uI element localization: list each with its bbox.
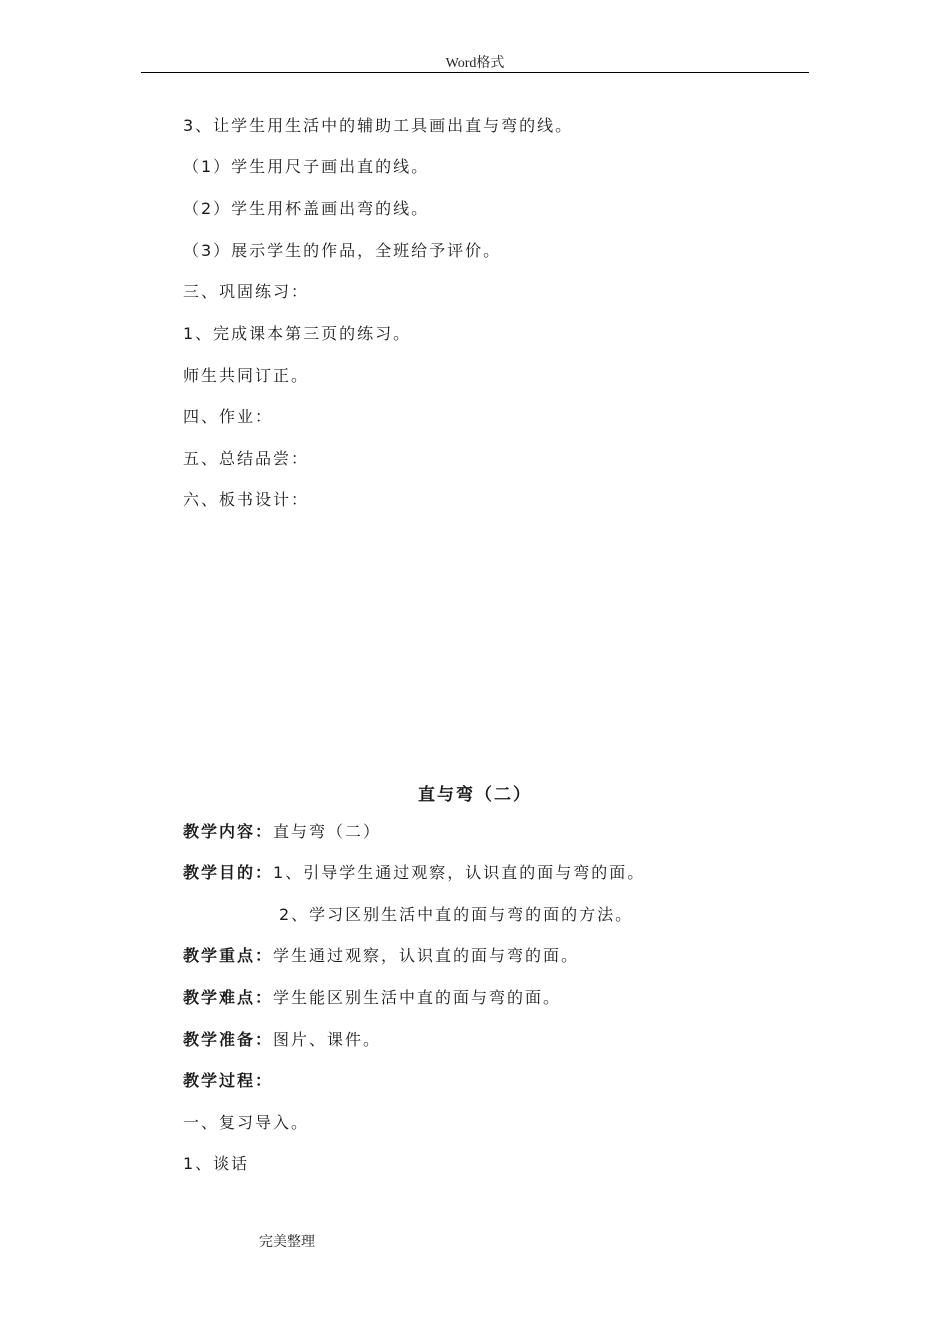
body-line: 三、巩固练习： [183,282,310,301]
body-line: 师生共同订正。 [183,366,310,385]
prep-value: 图片、课件。 [273,1030,382,1049]
content-row [183,822,381,842]
goal-row [183,863,645,883]
goal-item-1: 1、引导学生通过观察，认识直的面与弯的面。 [273,863,646,882]
body-line: （3）展示学生的作品，全班给予评价。 [183,241,502,260]
body-line: 3、让学生用生活中的辅助工具画出直与弯的线。 [183,116,574,135]
body-line: 四、作业： [183,407,274,426]
body-line: 五、总结品尝： [183,449,310,468]
page-footer: 完美整理 [259,1235,315,1250]
difficulty-value: 学生能区别生活中直的面与弯的面。 [273,988,562,1007]
difficulty-row [183,988,561,1008]
step-heading: 一、复习导入。 [183,1113,310,1132]
header-rule [141,72,809,73]
content-label: 教学内容： [183,822,274,841]
page-header: Word格式 [445,56,505,71]
section-title: 直与弯（二） [418,785,532,805]
focus-label: 教学重点： [183,946,274,965]
prep-row [183,1030,381,1050]
process-label: 教学过程： [183,1071,274,1090]
content-value: 直与弯（二） [273,822,382,841]
body-line: 六、板书设计： [183,490,310,509]
body-line: （1）学生用尺子画出直的线。 [183,157,430,176]
focus-row [183,946,579,966]
prep-label: 教学准备： [183,1030,274,1049]
body-line: 1、完成课本第三页的练习。 [183,324,412,343]
body-line: （2）学生用杯盖画出弯的线。 [183,199,430,218]
step-item: 1、谈话 [183,1154,250,1173]
goal-label: 教学目的： [183,863,274,882]
focus-value: 学生通过观察，认识直的面与弯的面。 [273,946,580,965]
difficulty-label: 教学难点： [183,988,274,1007]
goal-item-2: 2、学习区别生活中直的面与弯的面的方法。 [279,905,634,924]
